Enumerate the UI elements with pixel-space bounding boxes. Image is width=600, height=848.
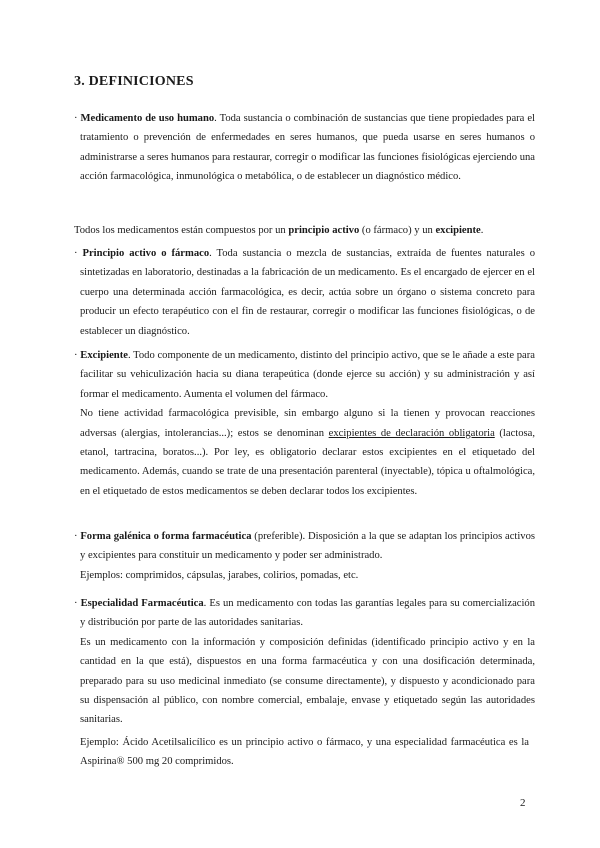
definition-forma-galenica xyxy=(74,527,535,585)
term-principio: Principio activo o fármaco xyxy=(82,248,210,259)
definition-excipiente xyxy=(74,346,535,501)
text-medicamento: . Toda sustancia o combinación de sustancias que tiene propiedades para el tratamiento o prevención de enfermedades en seres humanos, que pueda usarse en seres humanos o administrarse a seres humanos para restaurar, corregir o modificar las funciones fisiológicas ejerciendo una acción farmacológica, inmunológica o metabólica, o de establecer un diagnóstico médico. xyxy=(80,113,535,183)
bullet: · xyxy=(74,113,78,124)
bullet: · xyxy=(74,598,78,609)
todos-before: Todos los medicamentos están compuestos por un xyxy=(74,225,289,236)
excipiente-p2-after: (lactosa, etanol, tartracina, boratos...). Por ley, es obligatorio declarar estos excipientes en el etiquetado del medicamento. Además, cuando se trate de una presentación parenteral (inyectable), tópica u oftalmológica, en el etiquetado de estos medicamentos se deben declarar todos los excipientes. xyxy=(80,427,535,497)
excipiente-p2-before: No tiene actividad farmacológica previsible, sin embargo alguno si la tienen y provocan reacciones adversas (alergias, intolerancias...); estos se denominan xyxy=(80,408,535,439)
paragraph-todos xyxy=(74,221,529,240)
todos-middle: (o fármaco) y un xyxy=(359,225,436,236)
term-especialidad: Especialidad Farmacéutica xyxy=(80,598,204,609)
forma-p2: Ejemplos: comprimidos, cápsulas, jarabes, colirios, pomadas, etc. xyxy=(80,569,359,581)
definition-medicamento xyxy=(74,109,535,187)
especialidad-p2: Es un medicamento con la información y composición definidas (identificado principio activo y en la cantidad en la que está), dispuestos en una forma farmacéutica y con una dosificación determinada, preparado para su uso medicinal inmediato (se consume directamente), y dispuesto y acondicionado para su dispensación al público, con nombre comercial, embalaje, envase y etiquetado según las autoridades sanitarias. xyxy=(80,636,535,726)
example-paragraph: Ejemplo: Ácido Acetilsalicílico es un principio activo o fármaco, y una especialidad farmacéutica es la Aspirina® 500 mg 20 comprimidos. xyxy=(80,737,529,768)
excipiente-p1 xyxy=(74,346,535,404)
text-forma: (preferible). Disposición a la que se adaptan los principios activos y excipientes para constituir un medicamento y poder ser administrado. xyxy=(80,531,535,562)
excipiente-p2 xyxy=(80,404,535,501)
excipientes-declaracion-link: excipientes de declaración obligatoria xyxy=(328,427,495,439)
bullet: · xyxy=(74,531,78,542)
text-excipiente: . Todo componente de un medicamento, distinto del principio activo, que se le añade a este para facilitar su vehiculización hacia su diana terapeútica (donde ejerce su acción) y su administración y así formar el medicamento. Aumenta el volumen del fármaco. xyxy=(80,350,535,400)
term-excipiente-def: Excipiente xyxy=(80,350,128,361)
especialidad-p1 xyxy=(74,594,536,633)
definition-principio-activo xyxy=(74,244,535,341)
term-forma: Forma galénica o forma farmacéutica xyxy=(80,531,252,542)
section-title: 3. DEFINICIONES xyxy=(74,74,194,89)
term-principio-activo: principio activo xyxy=(288,225,360,236)
definition-especialidad xyxy=(74,594,535,730)
forma-p1 xyxy=(74,527,535,566)
bullet: · xyxy=(74,248,78,259)
term-medicamento: Medicamento de uso humano xyxy=(80,113,215,124)
term-excipiente: excipiente xyxy=(435,225,481,236)
page-number: 2 xyxy=(520,797,526,809)
text-especialidad: . Es un medicamento con todas las garantías legales para su comercialización y distribución por parte de las autoridades sanitarias. xyxy=(80,598,536,629)
bullet: · xyxy=(74,350,78,361)
todos-after: . xyxy=(480,225,484,236)
text-principio: . Toda sustancia o mezcla de sustancias, extraída de fuentes naturales o sintetizadas en laboratorio, destinadas a la fabricación de un medicamento. Es el encargado de ejercer en el cuerpo una determinada acción farmacológica, es decir, actúa sobre un órgano o sistema concreto para producir un efecto terapéutico con el fin de restaurar, corregir o modificar las funciones fisiológicas, o de establecer un diagnóstico. xyxy=(80,248,535,337)
